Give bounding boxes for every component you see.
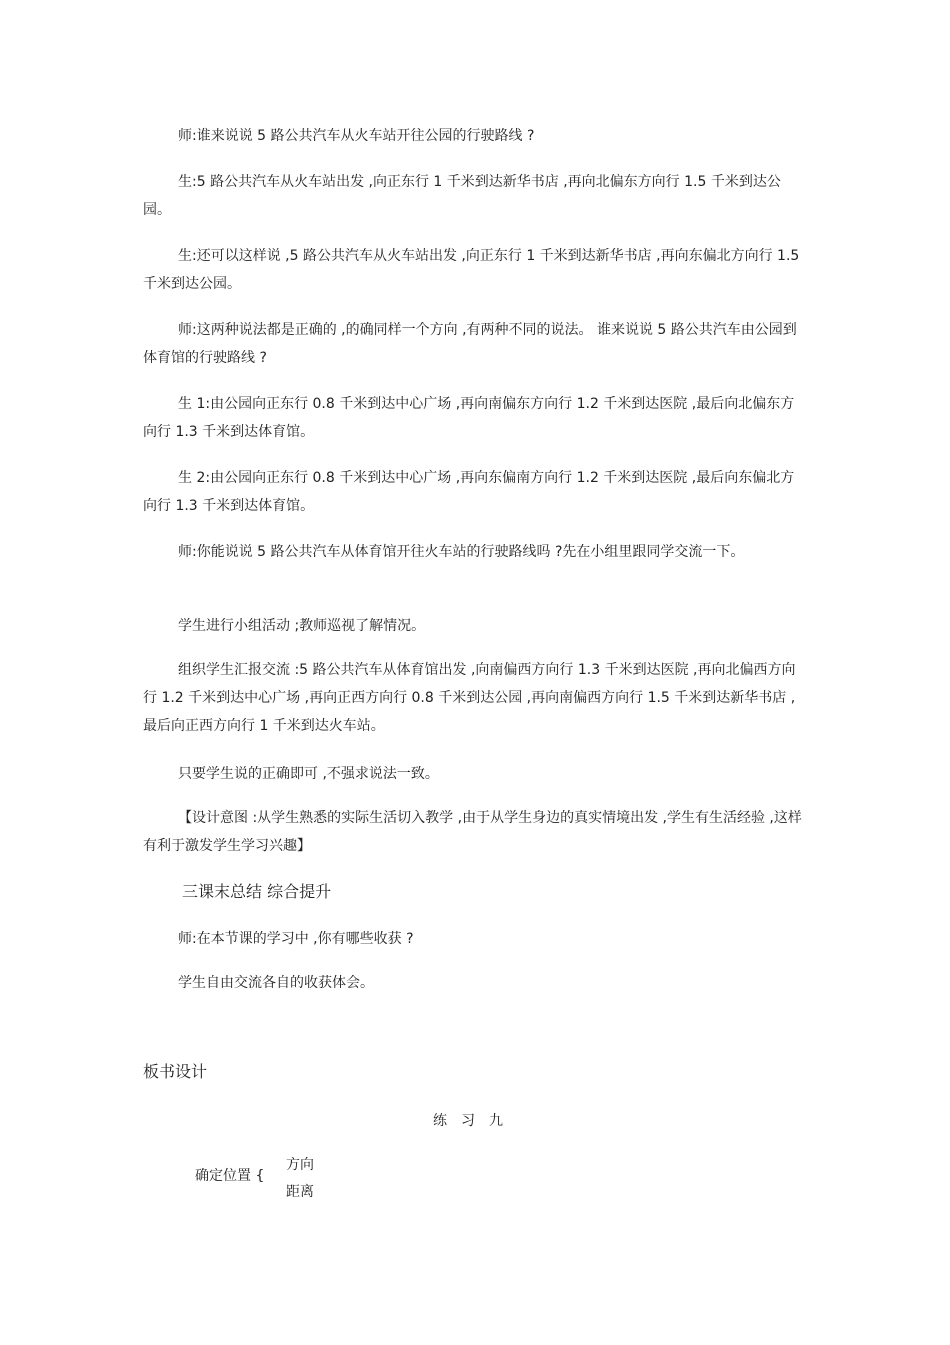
paragraph-student-answer-1: 生:5 路公共汽车从火车站出发 ,向正东行 1 千米到达新华书店 ,再向北偏东方向行 1.5 千米到达公园。 xyxy=(143,174,781,218)
paragraph-teacher-question-3: 师:你能说说 5 路公共汽车从体育馆开往火车站的行驶路线吗 ?先在小组里跟同学交流一下。 xyxy=(178,544,745,560)
board-label: 确定位置 { xyxy=(195,1168,265,1184)
paragraph-report-exchange: 组织学生汇报交流 :5 路公共汽车从体育馆出发 ,向南偏西方向行 1.3 千米到达医院 ,再向北偏西方向行 1.2 千米到达中心广场 ,再向正西方向行 0.8 千米到达公园 ,再向南偏西方向行 1.5 千米到达新华书店 ,最后向正西方向行 1 千米到达火车站。 xyxy=(143,662,796,734)
paragraph-note: 只要学生说的正确即可 ,不强求说法一致。 xyxy=(178,766,439,782)
paragraph-group-activity: 学生进行小组活动 ;教师巡视了解情况。 xyxy=(178,618,426,634)
paragraph-student-summary: 学生自由交流各自的收获体会。 xyxy=(178,975,374,991)
paragraph-teacher-question-1: 师:谁来说说 5 路公共汽车从火车站开往公园的行驶路线 ? xyxy=(178,128,535,144)
board-item-direction: 方向 xyxy=(286,1157,314,1173)
paragraph-teacher-question-2: 师:这两种说法都是正确的 ,的确同样一个方向 ,有两种不同的说法。 谁来说说 5 路公共汽车由公园到体育馆的行驶路线 ? xyxy=(143,322,797,366)
board-item-distance: 距离 xyxy=(286,1184,314,1200)
paragraph-student-answer-2: 生:还可以这样说 ,5 路公共汽车从火车站出发 ,向正东行 1 千米到达新华书店 ,再向东偏北方向行 1.5 千米到达公园。 xyxy=(143,248,800,292)
board-title: 练习九 xyxy=(433,1113,517,1129)
board-design-heading: 板书设计 xyxy=(143,1062,208,1081)
paragraph-student-1-answer: 生 1:由公园向正东行 0.8 千米到达中心广场 ,再向南偏东方向行 1.2 千米到达医院 ,最后向北偏东方向行 1.3 千米到达体育馆。 xyxy=(143,396,795,440)
section-heading-summary: 三课末总结 综合提升 xyxy=(182,882,332,901)
paragraph-teacher-question-4: 师:在本节课的学习中 ,你有哪些收获 ? xyxy=(178,931,414,947)
paragraph-student-2-answer: 生 2:由公园向正东行 0.8 千米到达中心广场 ,再向东偏南方向行 1.2 千米到达医院 ,最后向东偏北方向行 1.3 千米到达体育馆。 xyxy=(143,470,795,514)
paragraph-design-intent: 【设计意图 :从学生熟悉的实际生活切入教学 ,由于从学生身边的真实情境出发 ,学生有生活经验 ,这样有利于激发学生学习兴趣】 xyxy=(143,810,802,854)
